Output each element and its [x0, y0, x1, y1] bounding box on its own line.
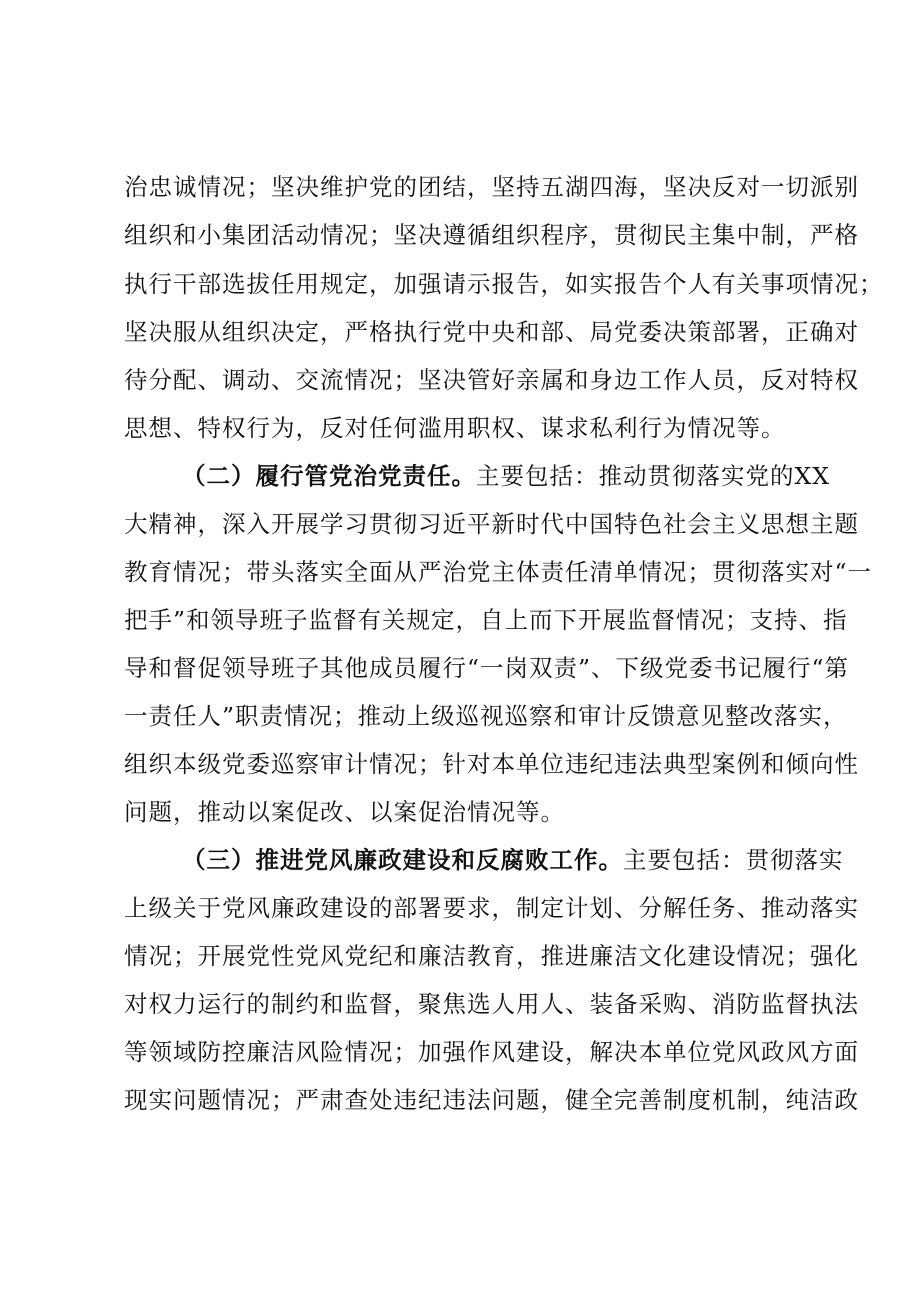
section-three-heading: （三）推进党风廉政建设和反腐败工作。: [182, 846, 623, 874]
paragraph-line: 治忠诚情况；坚决维护党的团结，坚持五湖四海，坚决反对一切派别: [124, 173, 859, 201]
paragraph-line: 对权力运行的制约和监督，聚焦选人用人、装备采购、消防监督执法: [124, 990, 859, 1018]
paragraph-line: 坚决服从组织决定，严格执行党中央和部、局党委决策部署，正确对: [124, 318, 859, 346]
section-two-first-line: [182, 460, 830, 492]
section-three-first-line: [182, 844, 844, 876]
paragraph-line: 执行干部选拔任用规定，加强请示报告，如实报告个人有关事项情况；: [124, 270, 884, 298]
section-two-intro: 主要包括：推动贯彻落实党的XX: [476, 462, 830, 490]
paragraph-line: 思想、特权行为，反对任何滥用职权、谋求私利行为情况等。: [124, 414, 786, 442]
paragraph-line: 等领域防控廉洁风险情况；加强作风建设，解决本单位党风政风方面: [124, 1038, 859, 1066]
paragraph-line: 导和督促领导班子其他成员履行“一岗双责”、下级党委书记履行“第: [124, 654, 850, 682]
paragraph-line: 组织本级党委巡察审计情况；针对本单位违纪违法典型案例和倾向性: [124, 750, 859, 778]
paragraph-line: 把手”和领导班子监督有关规定，自上而下开展监督情况；支持、指: [124, 606, 848, 634]
paragraph-line: 大精神，深入开展学习贯彻习近平新时代中国特色社会主义思想主题: [124, 510, 859, 538]
paragraph-line: 一责任人”职责情况；推动上级巡视巡察和审计反馈意见整改落实，: [124, 702, 848, 730]
paragraph-line: 问题，推动以案促改、以案促治情况等。: [124, 798, 565, 826]
paragraph-line: 教育情况；带头落实全面从严治党主体责任清单情况；贯彻落实对“一: [124, 558, 873, 586]
paragraph-line: 上级关于党风廉政建设的部署要求，制定计划、分解任务、推动落实: [124, 894, 859, 922]
section-three-intro: 主要包括：贯彻落实: [623, 846, 844, 874]
paragraph-line: 待分配、调动、交流情况；坚决管好亲属和身边工作人员，反对特权: [124, 366, 859, 394]
paragraph-line: 现实问题情况；严肃查处违纪违法问题，健全完善制度机制，纯洁政: [124, 1086, 859, 1114]
section-two-heading: （二）履行管党治党责任。: [182, 462, 476, 490]
paragraph-line: 组织和小集团活动情况；坚决遵循组织程序，贯彻民主集中制，严格: [124, 221, 859, 249]
paragraph-line: 情况；开展党性党风党纪和廉洁教育，推进廉洁文化建设情况；强化: [124, 942, 859, 970]
